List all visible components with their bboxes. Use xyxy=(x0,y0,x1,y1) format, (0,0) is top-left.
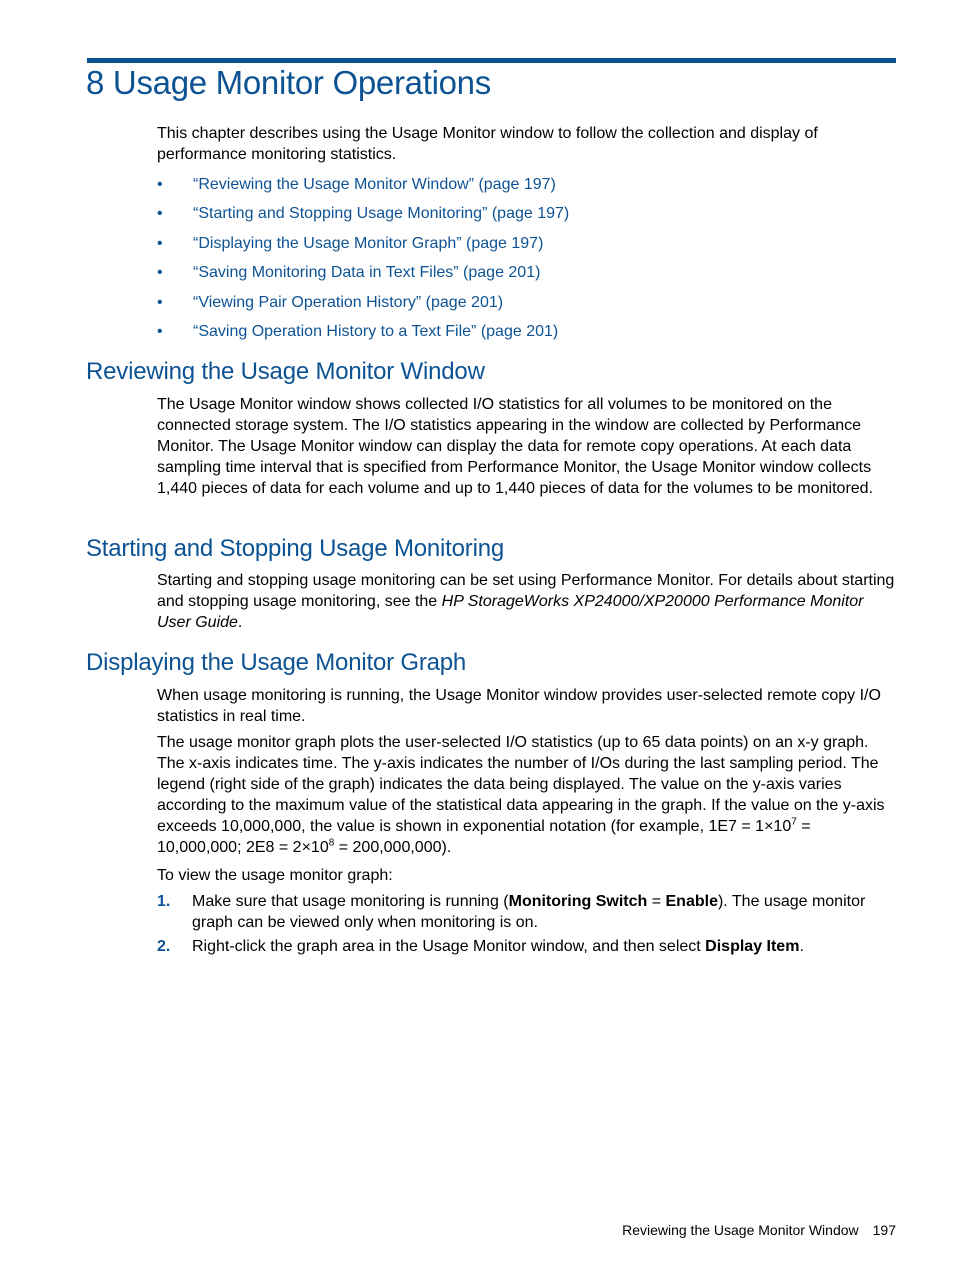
bullet-icon: • xyxy=(157,293,163,311)
step-text: . xyxy=(799,938,804,955)
guide-title: HP StorageWorks XP24000/XP20000 Performance Monitor User Guide xyxy=(157,593,864,631)
toc-link-saving-history[interactable]: “Saving Operation History to a Text File” (page 201) xyxy=(193,322,559,340)
toc-link-starting[interactable]: “Starting and Stopping Usage Monitoring” (page 197) xyxy=(193,205,570,223)
section-heading-displaying: Displaying the Usage Monitor Graph xyxy=(86,649,467,676)
toc-link-saving-data[interactable]: “Saving Monitoring Data in Text Files” (page 201) xyxy=(193,264,541,282)
step-item xyxy=(157,936,897,957)
procedure-steps xyxy=(157,891,897,957)
step-number: 2. xyxy=(157,938,171,955)
toc-link-reviewing[interactable]: “Reviewing the Usage Monitor Window” (page 197) xyxy=(193,176,556,193)
chapter-title: 8 Usage Monitor Operations xyxy=(86,64,491,101)
chapter-rule xyxy=(87,58,896,63)
page-footer xyxy=(622,1222,896,1238)
chapter-intro: This chapter describes using the Usage Monitor window to follow the collection and display of performance monitoring statistics. xyxy=(157,125,818,163)
body-text: = 200,000,000). xyxy=(334,839,452,856)
bullet-icon: • xyxy=(157,234,163,252)
step-item xyxy=(157,891,897,933)
section-body-reviewing: The Usage Monitor window shows collected I/O statistics for all volumes to be monitored on the connected storage system. The I/O statistics appearing in the window are collected by Performance Monitor. The Usage Monitor window can display the data for remote copy operations. At each data sampling time interval that is specified from Performance Monitor, the Usage Monitor window collects 1,440 pieces of data for each volume and up to 1,440 pieces of data for the volumes to be monitored. xyxy=(157,396,874,497)
displaying-paragraph-2 xyxy=(157,732,897,858)
step-text: ). The usage monitor graph can be viewed only when monitoring is on. xyxy=(192,893,866,931)
step-text: Right-click the graph area in the Usage Monitor window, and then select xyxy=(192,938,706,955)
step-text: = xyxy=(647,893,666,910)
body-text: = 10,000,000; 2E8 = 2×10 xyxy=(157,818,811,856)
section-heading-starting: Starting and Stopping Usage Monitoring xyxy=(86,535,505,562)
bullet-icon: • xyxy=(157,264,163,282)
ui-label-monitoring-switch: Monitoring Switch xyxy=(508,893,648,910)
page-number: 197 xyxy=(872,1222,896,1238)
toc-link-displaying[interactable]: “Displaying the Usage Monitor Graph” (page 197) xyxy=(193,234,544,252)
section-heading-reviewing: Reviewing the Usage Monitor Window xyxy=(86,358,485,385)
exponent: 7 xyxy=(791,816,797,828)
exponent: 8 xyxy=(328,837,335,849)
bullet-icon: • xyxy=(157,176,163,193)
footer-section: Reviewing the Usage Monitor Window xyxy=(622,1222,859,1238)
bullet-icon: • xyxy=(157,322,163,340)
ui-label-display-item: Display Item xyxy=(705,938,800,955)
displaying-paragraph-3: To view the usage monitor graph: xyxy=(157,867,393,884)
section-body-starting xyxy=(157,570,897,633)
step-number: 1. xyxy=(157,893,171,910)
bullet-icon: • xyxy=(157,205,163,223)
body-text: . xyxy=(237,614,243,631)
body-text: The usage monitor graph plots the user-selected I/O statistics (up to 65 data points) on an x-y graph. The x-axis indicates time. The y-axis indicates the number of I/Os during the last sampling period. The legend (right side of the graph) indicates the data being displayed. The value on the y-axis varies according to the maximum value of the statistical data appearing in the graph. If the value on the y-axis exceeds 10,000,000, the value is shown in exponential notation (for example, 1E7 = 1×10 xyxy=(157,734,885,835)
body-text: Starting and stopping usage monitoring can be set using Performance Monitor. For details about starting and stopping usage monitoring, see the xyxy=(157,572,895,610)
displaying-paragraph-1: When usage monitoring is running, the Usage Monitor window provides user-selected remote copy I/O statistics in real time. xyxy=(157,687,881,725)
ui-label-enable: Enable xyxy=(665,893,718,910)
step-text: Make sure that usage monitoring is running ( xyxy=(192,893,509,910)
toc-link-viewing-history[interactable]: “Viewing Pair Operation History” (page 201) xyxy=(193,293,504,311)
